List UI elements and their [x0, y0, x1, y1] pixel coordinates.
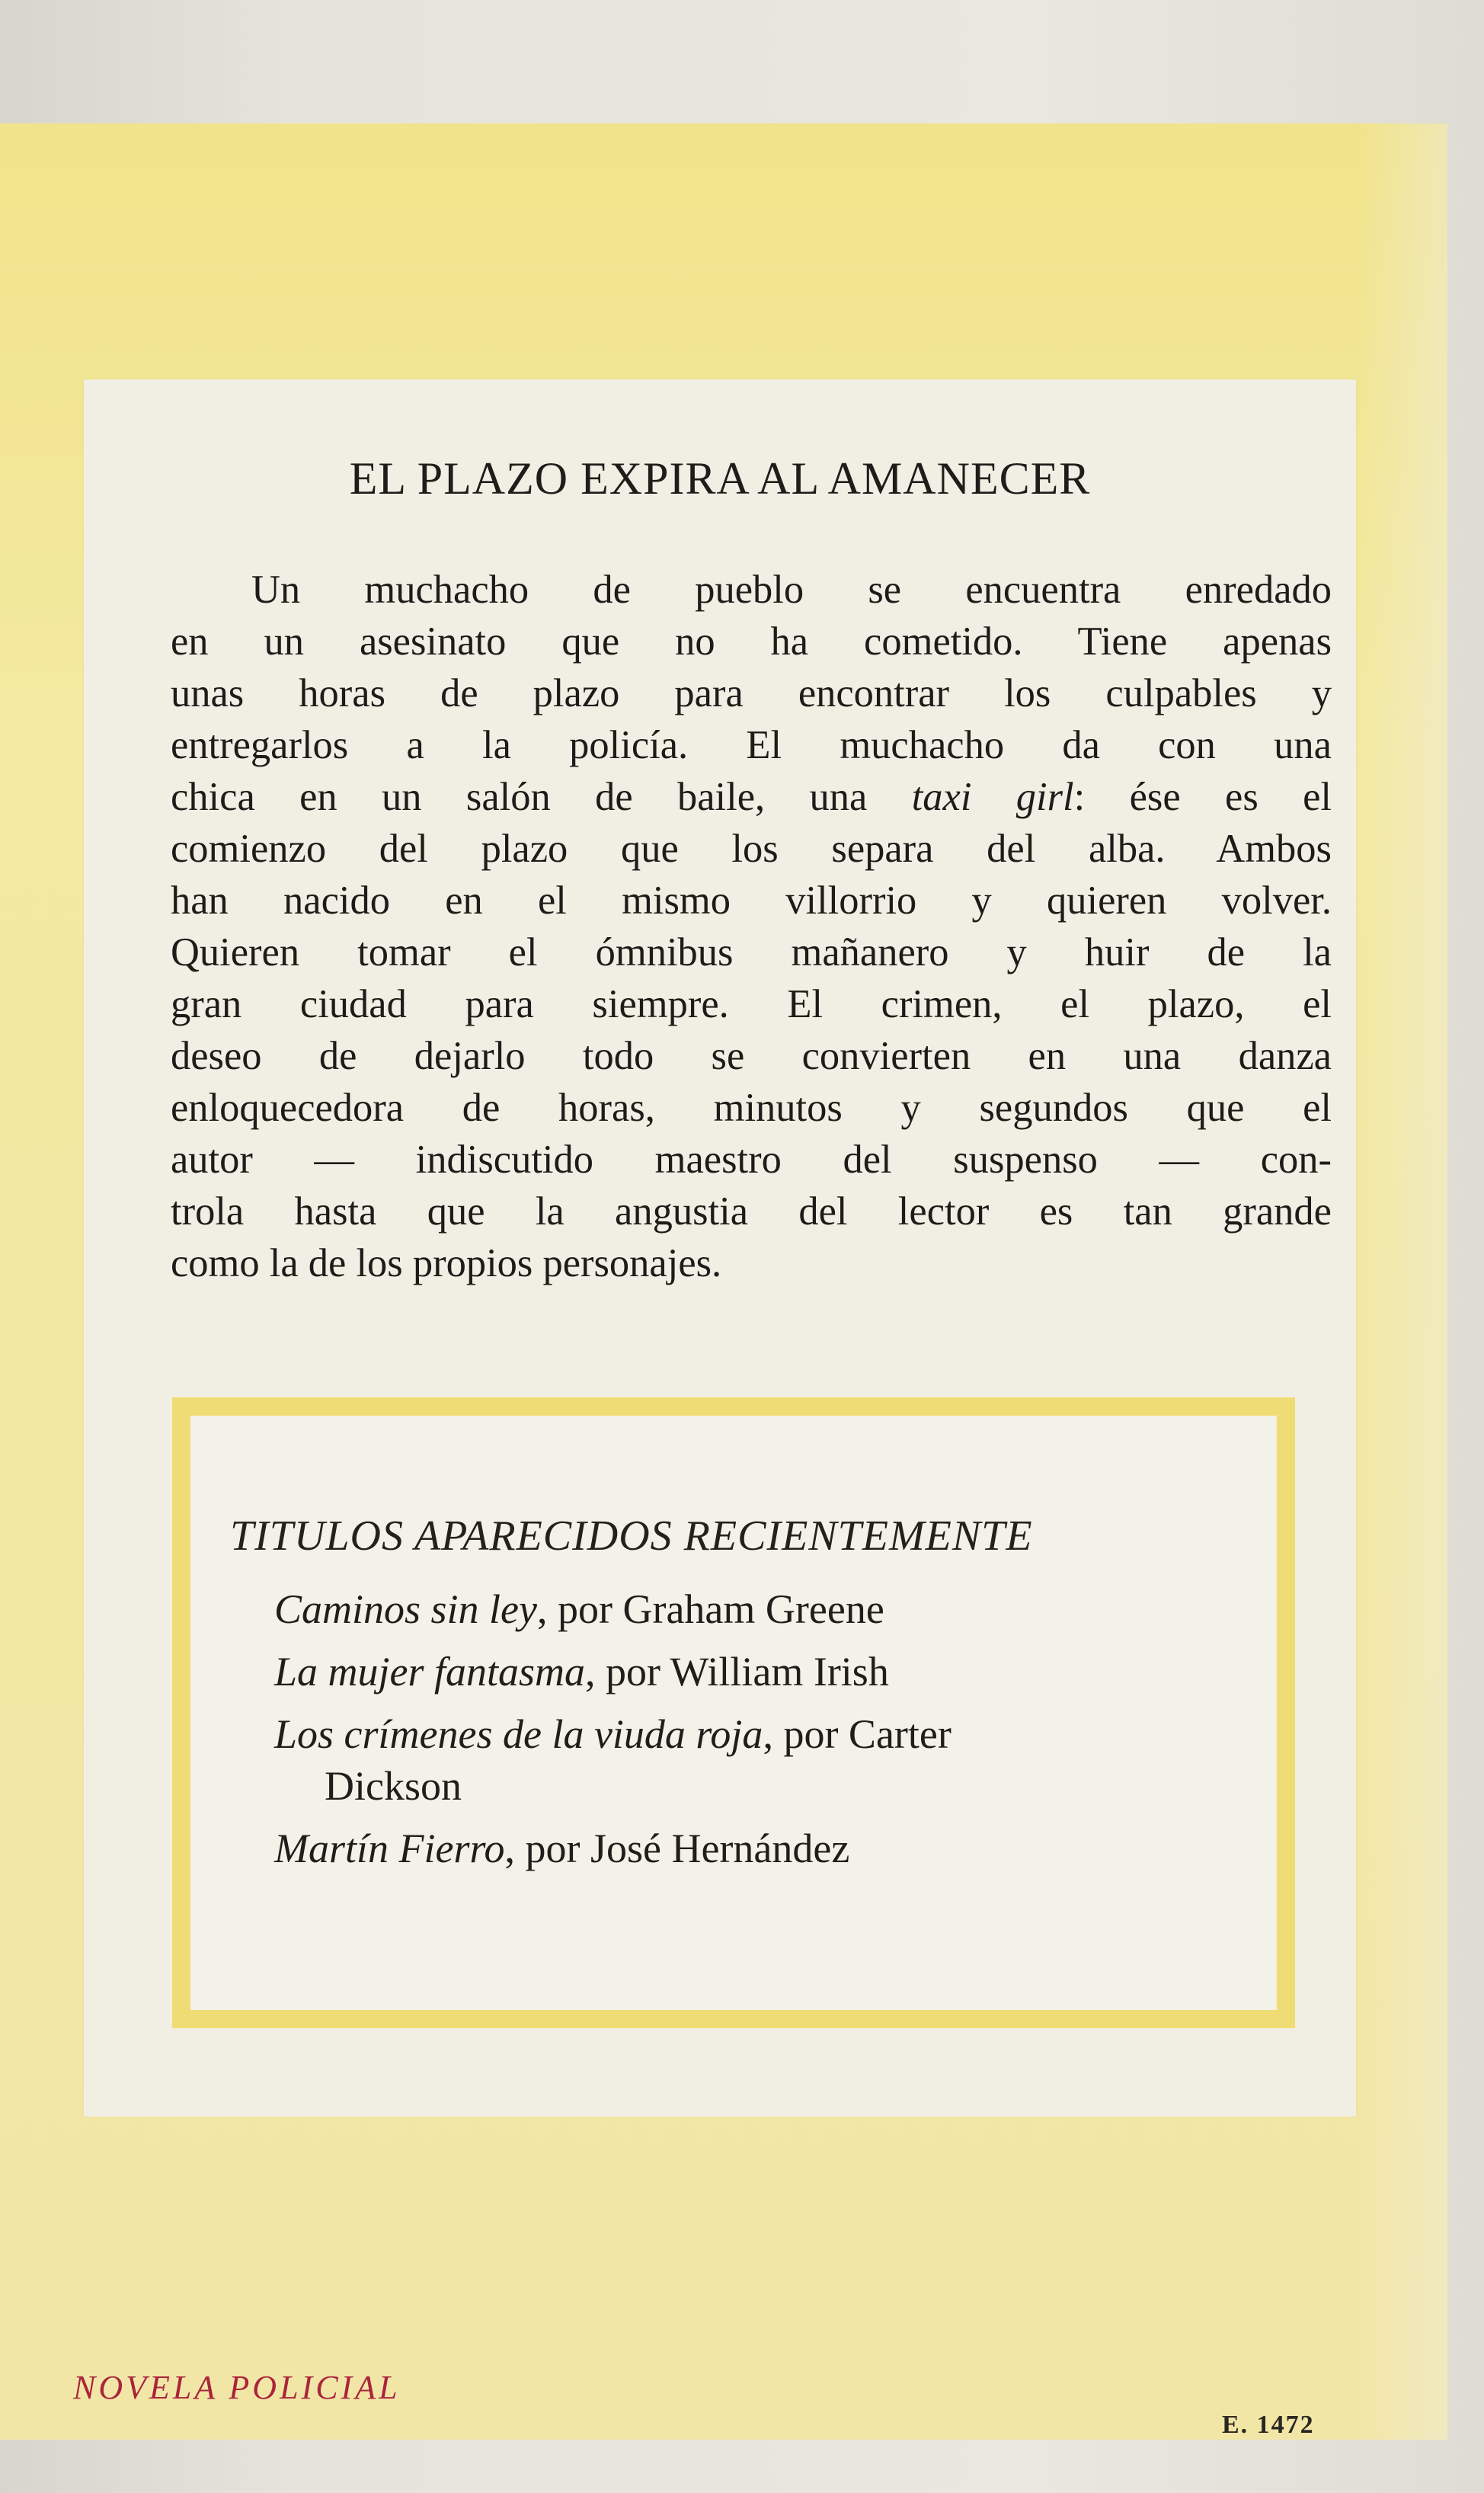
synopsis-line: Quieren tomar el ómnibus mañanero y huir de la — [171, 930, 1332, 974]
series-label: NOVELA POLICIAL — [73, 2369, 401, 2406]
italic-term: taxi girl — [911, 775, 1074, 819]
book-title: EL PLAZO EXPIRA AL AMANECER — [349, 453, 1091, 504]
book-entry-author: , por José Hernández — [504, 1826, 850, 1871]
synopsis-line: deseo de dejarlo todo se convierten en una danza — [171, 1034, 1332, 1078]
list-item — [274, 1646, 1234, 1698]
book-entry-title: Martín Fierro — [274, 1826, 505, 1871]
synopsis-line: han nacido en el mismo villorrio y quieren volver. — [171, 878, 1332, 923]
recent-titles-box — [172, 1397, 1295, 2028]
synopsis-line: unas horas de plazo para encontrar los culpables y — [171, 671, 1332, 715]
synopsis-line: autor — indiscutido maestro del suspenso — con- — [171, 1138, 1332, 1182]
book-entry-title: Los crímenes de la viuda roja — [274, 1711, 763, 1757]
synopsis-line-pre: chica en un salón de baile, una — [171, 775, 912, 819]
list-item — [274, 1708, 1234, 1812]
list-item — [274, 1583, 1234, 1635]
catalog-number: E. 1472 — [1222, 2411, 1315, 2439]
book-entry-author: , por William Irish — [585, 1649, 889, 1695]
synopsis-line-post: : ése es el — [1073, 775, 1332, 819]
synopsis-text — [171, 564, 1332, 1289]
book-entry-title: Caminos sin ley — [274, 1586, 537, 1632]
synopsis-line — [171, 771, 1332, 823]
synopsis-line: en un asesinato que no ha cometido. Tiene apenas — [171, 619, 1332, 664]
book-entry-author: , por Graham Greene — [537, 1586, 884, 1632]
synopsis-line: como la de los propios personajes. — [171, 1241, 722, 1285]
synopsis-panel — [84, 379, 1356, 2117]
book-entry-title: La mujer fantasma — [274, 1649, 586, 1695]
list-item — [274, 1823, 1234, 1874]
synopsis-line: comienzo del plazo que los separa del alba. Ambos — [171, 827, 1332, 871]
synopsis-line: Un muchacho de pueblo se encuentra enredado — [251, 568, 1332, 612]
book-entry-author-continued: Dickson — [325, 1763, 462, 1809]
synopsis-line: trola hasta que la angustia del lector es tan grande — [171, 1189, 1332, 1234]
synopsis-line: enloquecedora de horas, minutos y segundos que el — [171, 1086, 1332, 1130]
synopsis-line: entregarlos a la policía. El muchacho da con una — [171, 723, 1332, 767]
recent-titles-heading: TITULOS APARECIDOS RECIENTEMENTE — [230, 1512, 1033, 1560]
recent-titles-list — [274, 1583, 1234, 1885]
synopsis-line: gran ciudad para siempre. El crimen, el plazo, el — [171, 982, 1332, 1026]
book-entry-author: , por Carter — [763, 1711, 951, 1757]
